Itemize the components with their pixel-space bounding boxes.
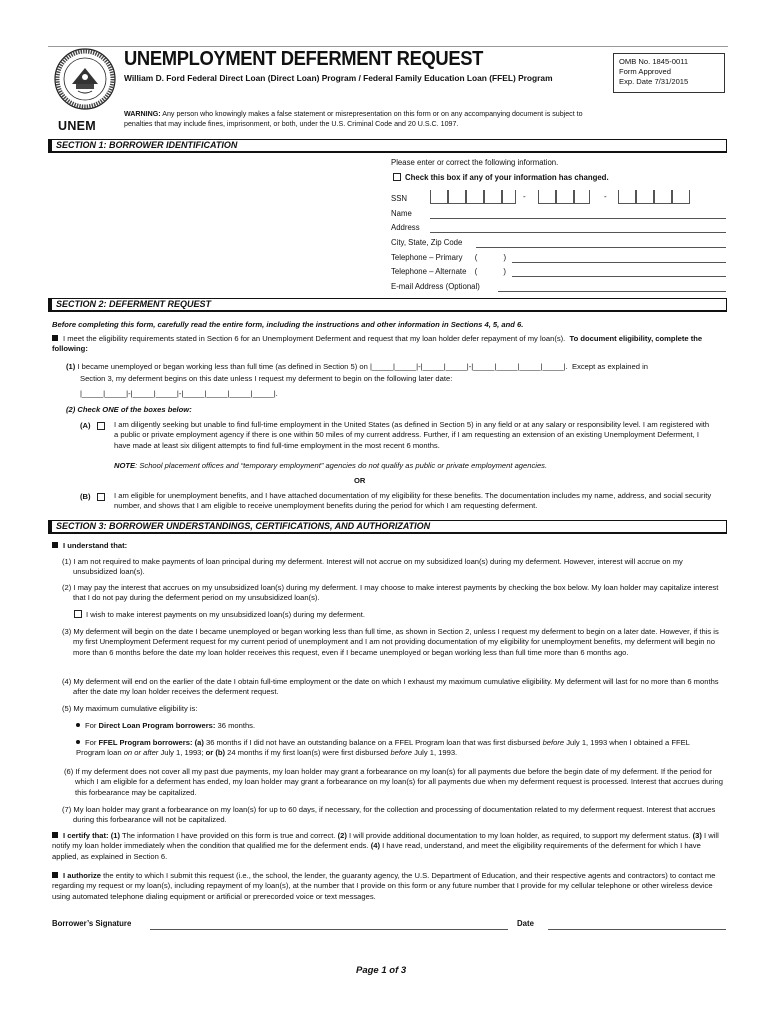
ssn-digit-box[interactable] bbox=[574, 190, 590, 204]
item1-row bbox=[66, 362, 728, 372]
paren-open: ( bbox=[474, 253, 478, 262]
bullet-dot-icon bbox=[76, 723, 80, 727]
certification-block bbox=[52, 831, 724, 862]
page-title: UNEMPLOYMENT DEFERMENT REQUEST bbox=[124, 48, 484, 70]
city-label: City, State, Zip Code bbox=[391, 238, 463, 247]
paren-open: ( bbox=[474, 267, 478, 276]
address-label: Address bbox=[391, 223, 420, 232]
signature-label: Borrower’s Signature bbox=[52, 919, 132, 928]
tel-primary-text: Telephone – Primary bbox=[391, 253, 463, 262]
ffel-eligibility bbox=[76, 738, 720, 759]
section2-instructions: Before completing this form, carefully read the entire form, including the instructions and other information in Sections 4, 5, and 6. bbox=[52, 320, 524, 329]
ffel-orb: or (b) bbox=[205, 748, 226, 758]
option-b-text: I am eligible for unemployment benefits, and I have attached documentation of my eligibility for these benefits. The documentation includes my name, address, and social security number, and shows that I am eligible to receive unemployment benefits during the period for which I am requesting deferment. bbox=[114, 491, 712, 511]
option-a-label: (A) bbox=[80, 421, 91, 430]
option-a-checkbox[interactable] bbox=[97, 422, 105, 430]
bullet-square-icon bbox=[52, 832, 58, 838]
ffel-text1: 36 months if I did not have an outstanding balance on a FFEL Program loan that was first disbursed bbox=[203, 738, 543, 747]
item2-heading: (2) Check ONE of the boxes below: bbox=[66, 405, 192, 414]
understanding-3: (3) My deferment will begin on the date I became unemployed or began working less than full time, as shown in Section 2, unless I request my deferment to begin on a later date. However, if this is my first Unemployment Deferment request for my current period of unemployment and I am not providing documentation of my eligibility for unemployment benefits, my deferment will begin no more than 6 months before the date my loan holder receives this request, even if I became unemployed or began working less than full time more than 6 months ago. bbox=[62, 627, 719, 657]
tel-primary-label bbox=[391, 253, 506, 263]
date-label: Date bbox=[517, 919, 534, 928]
or-separator: OR bbox=[354, 476, 366, 485]
certify-3-num: (3) bbox=[690, 831, 702, 840]
bullet-square-icon bbox=[52, 872, 58, 878]
direct-loan-eligibility bbox=[76, 721, 716, 731]
address-input[interactable] bbox=[430, 232, 726, 233]
understanding-4: (4) My deferment will end on the earlier of the date I obtain full-time employment or the date on which I exhaust my maximum cumulative eligibility. My deferment will last for no more than 6 months after the date my loan holder receives the deferment request. bbox=[62, 677, 719, 697]
item1-except-text: Except as explained in bbox=[572, 362, 648, 371]
omb-box bbox=[613, 53, 725, 93]
ffel-before1: before bbox=[542, 738, 565, 747]
ssn-digit-box[interactable] bbox=[502, 190, 516, 204]
omb-number: OMB No. 1845-0011 bbox=[619, 57, 689, 66]
interest-payment-row bbox=[74, 610, 674, 620]
signature-field[interactable] bbox=[150, 929, 508, 930]
authorize-label: I authorize bbox=[63, 871, 101, 880]
info-changed-label: Check this box if any of your information has changed. bbox=[405, 173, 609, 182]
tel-alternate-label bbox=[391, 267, 506, 277]
option-a-text: I am diligently seeking but unable to find full-time employment in the United States (as defined in Section 5) in any field or at any salary or responsibility level. I am registered with a public or private employment agency if there is one within 50 miles of my current address. Further, if I am requesting an extension of an existing Unemployment Deferment, I have made at least six diligent attempts to find full-time employment in the most recent 6 months. bbox=[114, 420, 710, 450]
paren-close: ) bbox=[503, 253, 507, 262]
department-seal-icon bbox=[54, 48, 116, 110]
certify-1: The information I have provided on this form is true and correct. bbox=[119, 831, 336, 840]
direct-loan-bold: Direct Loan Program borrowers: bbox=[98, 721, 216, 730]
interest-payment-label: I wish to make interest payments on my unsubsidized loan(s) during my deferment. bbox=[86, 610, 365, 619]
authorization-block bbox=[52, 871, 724, 902]
note-text: : School placement offices and “temporary employment” agencies do not qualify as public or private employment agencies. bbox=[135, 461, 548, 470]
ffel-pre: For bbox=[85, 738, 99, 747]
ssn-digit-box[interactable] bbox=[556, 190, 574, 204]
understand-heading bbox=[52, 541, 127, 551]
ssn-digit-box[interactable] bbox=[618, 190, 636, 204]
certify-label: I certify that: bbox=[63, 831, 109, 840]
info-changed-checkbox[interactable] bbox=[393, 173, 401, 181]
direct-loan-post: 36 months. bbox=[215, 721, 256, 730]
certify-2: I will provide additional documentation to my loan holder, as required, to support my deferment status. bbox=[346, 831, 691, 840]
understand-text: I understand that: bbox=[63, 541, 128, 550]
ssn-digit-box[interactable] bbox=[448, 190, 466, 204]
authorize-text: the entity to which I submit this request (i.e., the school, the lender, the guaranty agency, the U.S. Department of Education, and their respective agents and contractors) to contact me regarding my request or my loan(s), including repayment of my loan(s), at the number that I provide on this form or any future number that I provide for my cellular telephone or other wireless device using automated telephone dialing equipment or artificial or prerecorded voice or text messages. bbox=[52, 871, 716, 901]
ffel-text3: July 1, 1993; bbox=[158, 748, 206, 758]
certify-4-num: (4) bbox=[368, 841, 380, 851]
section2-eligibility bbox=[52, 334, 724, 355]
tel-alternate-text: Telephone – Alternate bbox=[391, 267, 467, 276]
eligibility-document-text: To document eligibility, complete the following: bbox=[52, 334, 703, 354]
omb-expiration: Exp. Date 7/31/2015 bbox=[619, 76, 689, 86]
omb-approved: Form Approved bbox=[619, 66, 671, 76]
paren-close: ) bbox=[503, 267, 506, 276]
interest-payment-checkbox[interactable] bbox=[74, 610, 82, 618]
understanding-5: (5) My maximum cumulative eligibility is: bbox=[62, 704, 198, 713]
note-label: NOTE bbox=[114, 461, 136, 470]
ssn-label: SSN bbox=[391, 194, 408, 203]
city-input[interactable] bbox=[476, 247, 726, 248]
note-row bbox=[114, 461, 714, 471]
ffel-text2: July 1, 1993 when I obtained a FFEL Program loan bbox=[76, 738, 690, 758]
ssn-digit-box[interactable] bbox=[430, 190, 448, 204]
page-subtitle: William D. Ford Federal Direct Loan (Direct Loan) Program / Federal Family Education Loan (FFEL) Program bbox=[124, 73, 553, 83]
ssn-dash: - bbox=[604, 192, 607, 201]
understanding-2: (2) I may pay the interest that accrues on my unsubsidized loan(s) during my deferment. I may choose to make interest payments by checking the box below. My loan holder may capitalize interest that I do not pay during the deferment period on my unsubsidized loan(s). bbox=[62, 583, 719, 603]
ssn-digit-box[interactable] bbox=[636, 190, 654, 204]
eligibility-text: I meet the eligibility requirements stated in Section 6 for an Unemployment Deferment and request that my loan holder defer repayment of my loan(s). bbox=[63, 334, 566, 343]
direct-loan-pre: For bbox=[85, 721, 99, 730]
name-input[interactable] bbox=[430, 218, 726, 219]
section1-intro: Please enter or correct the following information. bbox=[391, 158, 559, 167]
ffel-text5: July 1, 1993. bbox=[412, 748, 458, 758]
ssn-digit-box[interactable] bbox=[538, 190, 556, 204]
ssn-digit-box[interactable] bbox=[654, 190, 672, 204]
form-code: UNEM bbox=[58, 119, 97, 133]
later-date-field[interactable]: |_____|_____|-|_____|_____|-|_____|_____|_____|_____|. bbox=[80, 389, 278, 398]
certify-4: I have read, understand, and meet the eligibility requirements of the deferment for which I have applied, as explained in Section 6. bbox=[52, 841, 701, 861]
understanding-7: (7) My loan holder may grant a forbearance on my loan(s) for up to 60 days, if necessary, for the collection and processing of documentation related to my deferment request. Interest that accrues during this forbearance will not be capitalized. bbox=[62, 805, 716, 825]
ffel-onafter: on or after bbox=[123, 748, 159, 758]
section1-header: SECTION 1: BORROWER IDENTIFICATION bbox=[48, 139, 727, 153]
ffel-before2: before bbox=[390, 748, 412, 758]
option-b-checkbox[interactable] bbox=[97, 493, 105, 501]
tel-primary-input[interactable] bbox=[512, 262, 726, 263]
page-number: Page 1 of 3 bbox=[356, 965, 407, 976]
ssn-digit-box[interactable] bbox=[672, 190, 690, 204]
item1-number: (1) bbox=[66, 362, 76, 371]
understanding-1: (1) I am not required to make payments of loan principal during my deferment. Interest will not accrue on my subsidized loan(s) during my deferment. However, interest will accrue on my unsubsidized loan(s). bbox=[62, 557, 683, 577]
tel-alternate-input[interactable] bbox=[512, 276, 726, 277]
ffel-bold: FFEL Program borrowers: bbox=[98, 738, 193, 747]
section3-header: SECTION 3: BORROWER UNDERSTANDINGS, CERTIFICATIONS, AND AUTHORIZATION bbox=[48, 520, 727, 534]
warning-notice bbox=[124, 110, 604, 130]
warning-text: Any person who knowingly makes a false statement or misrepresentation on this form or on any accompanying document is subject to penalties that may include fines, imprisonment, or both, under the U.S. Criminal Code and 20 U.S.C. 1097. bbox=[124, 110, 583, 128]
certify-1-num: (1) bbox=[108, 831, 120, 840]
email-input[interactable] bbox=[498, 291, 726, 292]
understanding-6: (6) If my deferment does not cover all my past due payments, my loan holder may grant a forbearance on my loan(s) for all payments due before the begin date of my deferment. If the period for which I am eligible for a deferment has ended, my loan holder may grant a forbearance on my loan(s) for all payments due when my deferment request is processed. Interest that accrues during this forbearance may be capitalized. bbox=[64, 767, 723, 797]
bullet-dot-icon bbox=[76, 740, 80, 744]
certify-3: I will notify my loan holder immediately when the condition that qualified me for the deferment ends. bbox=[52, 831, 719, 851]
unemployment-date-field[interactable]: |_____|_____|-|_____|_____|-|_____|_____|_____|_____|. bbox=[369, 362, 568, 371]
name-label: Name bbox=[391, 209, 412, 218]
certify-2-num: (2) bbox=[335, 831, 347, 840]
ssn-dash: - bbox=[523, 192, 526, 201]
ssn-digit-box[interactable] bbox=[466, 190, 484, 204]
section2-header: SECTION 2: DEFERMENT REQUEST bbox=[48, 298, 727, 312]
info-changed-checkbox-row bbox=[393, 173, 609, 183]
ffel-text4: 24 months if my first loan(s) were first disbursed bbox=[225, 748, 391, 758]
option-b-label: (B) bbox=[80, 492, 91, 501]
ffel-a: (a) bbox=[192, 738, 204, 747]
bullet-square-icon bbox=[52, 335, 58, 341]
ssn-digit-box[interactable] bbox=[484, 190, 502, 204]
warning-label: WARNING: bbox=[124, 110, 161, 118]
date-field[interactable] bbox=[548, 929, 726, 930]
item1-later-text: Section 3, my deferment begins on this date unless I request my deferment to begin on the following later date: bbox=[80, 374, 453, 383]
item1-text: I became unemployed or began working less than full time (as defined in Section 5) on bbox=[77, 362, 368, 371]
email-label: E-mail Address (Optional) bbox=[391, 282, 480, 291]
bullet-square-icon bbox=[52, 542, 58, 548]
